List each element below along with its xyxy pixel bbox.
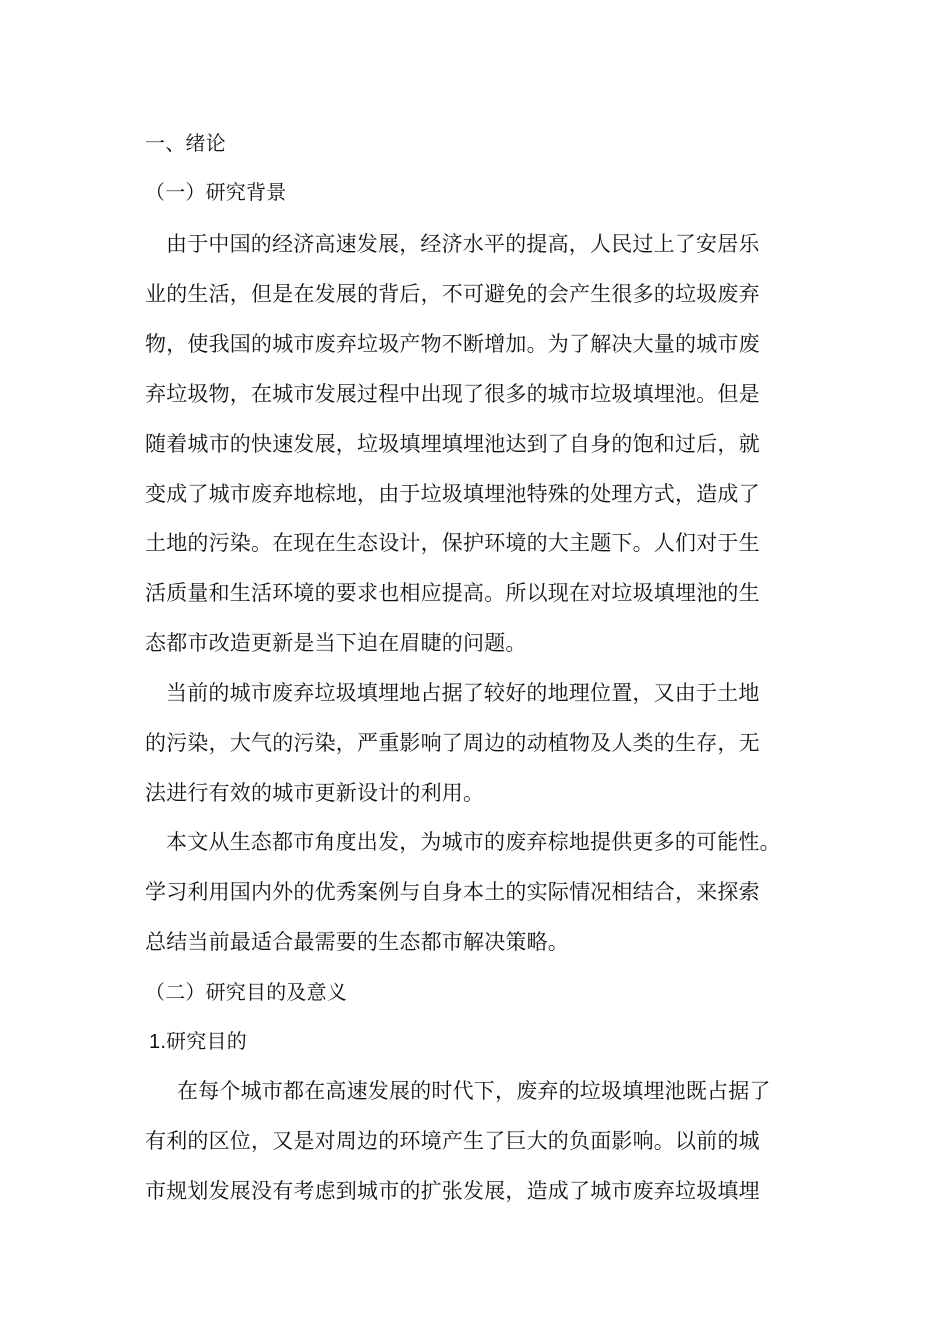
paragraph-line: 土地的污染。在现在生态设计，保护环境的大主题下。人们对于生 <box>145 531 760 555</box>
paragraph-line: 业的生活，但是在发展的背后，不可避免的会产生很多的垃圾废弃 <box>145 282 760 306</box>
paragraph-line: 物，使我国的城市废弃垃圾产物不断增加。为了解决大量的城市废 <box>145 332 760 356</box>
paragraph-line: 由于中国的经济高速发展，经济水平的提高，人民过上了安居乐 <box>166 232 760 256</box>
section-heading-introduction: 一、绪论 <box>145 131 226 155</box>
subsubsection-heading-purpose <box>149 1027 247 1056</box>
paragraph-line: 法进行有效的城市更新设计的利用。 <box>145 781 485 805</box>
paragraph-line: 活质量和生活环境的要求也相应提高。所以现在对垃圾填埋池的生 <box>145 581 760 605</box>
paragraph-line: 学习利用国内外的优秀案例与自身本土的实际情况相结合，来探索 <box>145 880 760 904</box>
paragraph-line: 态都市改造更新是当下迫在眉睫的问题。 <box>145 631 527 655</box>
heading-number: 1. <box>149 1031 167 1053</box>
subsection-heading-background: （一）研究背景 <box>145 180 287 204</box>
paragraph-line: 本文从生态都市角度出发，为城市的废弃棕地提供更多的可能性。 <box>166 830 781 854</box>
paragraph-line: 在每个城市都在高速发展的时代下，废弃的垃圾填埋池既占据了 <box>177 1079 771 1103</box>
heading-text: 研究目的 <box>166 1029 247 1053</box>
paragraph-line: 总结当前最适合最需要的生态都市解决策略。 <box>145 930 569 954</box>
paragraph-line: 当前的城市废弃垃圾填埋地占据了较好的地理位置，又由于土地 <box>166 681 760 705</box>
paragraph-line: 变成了城市废弃地棕地，由于垃圾填埋池特殊的处理方式，造成了 <box>145 482 760 506</box>
paragraph-line: 有利的区位，又是对周边的环境产生了巨大的负面影响。以前的城 <box>145 1129 760 1153</box>
paragraph-line: 的污染，大气的污染，严重影响了周边的动植物及人类的生存，无 <box>145 731 760 755</box>
paragraph-line: 弃垃圾物，在城市发展过程中出现了很多的城市垃圾填埋池。但是 <box>145 382 760 406</box>
subsection-heading-purpose-significance: （二）研究目的及意义 <box>145 980 347 1004</box>
paragraph-line: 随着城市的快速发展，垃圾填埋填埋池达到了自身的饱和过后，就 <box>145 432 760 456</box>
paragraph-line: 市规划发展没有考虑到城市的扩张发展，造成了城市废弃垃圾填埋 <box>145 1179 760 1203</box>
